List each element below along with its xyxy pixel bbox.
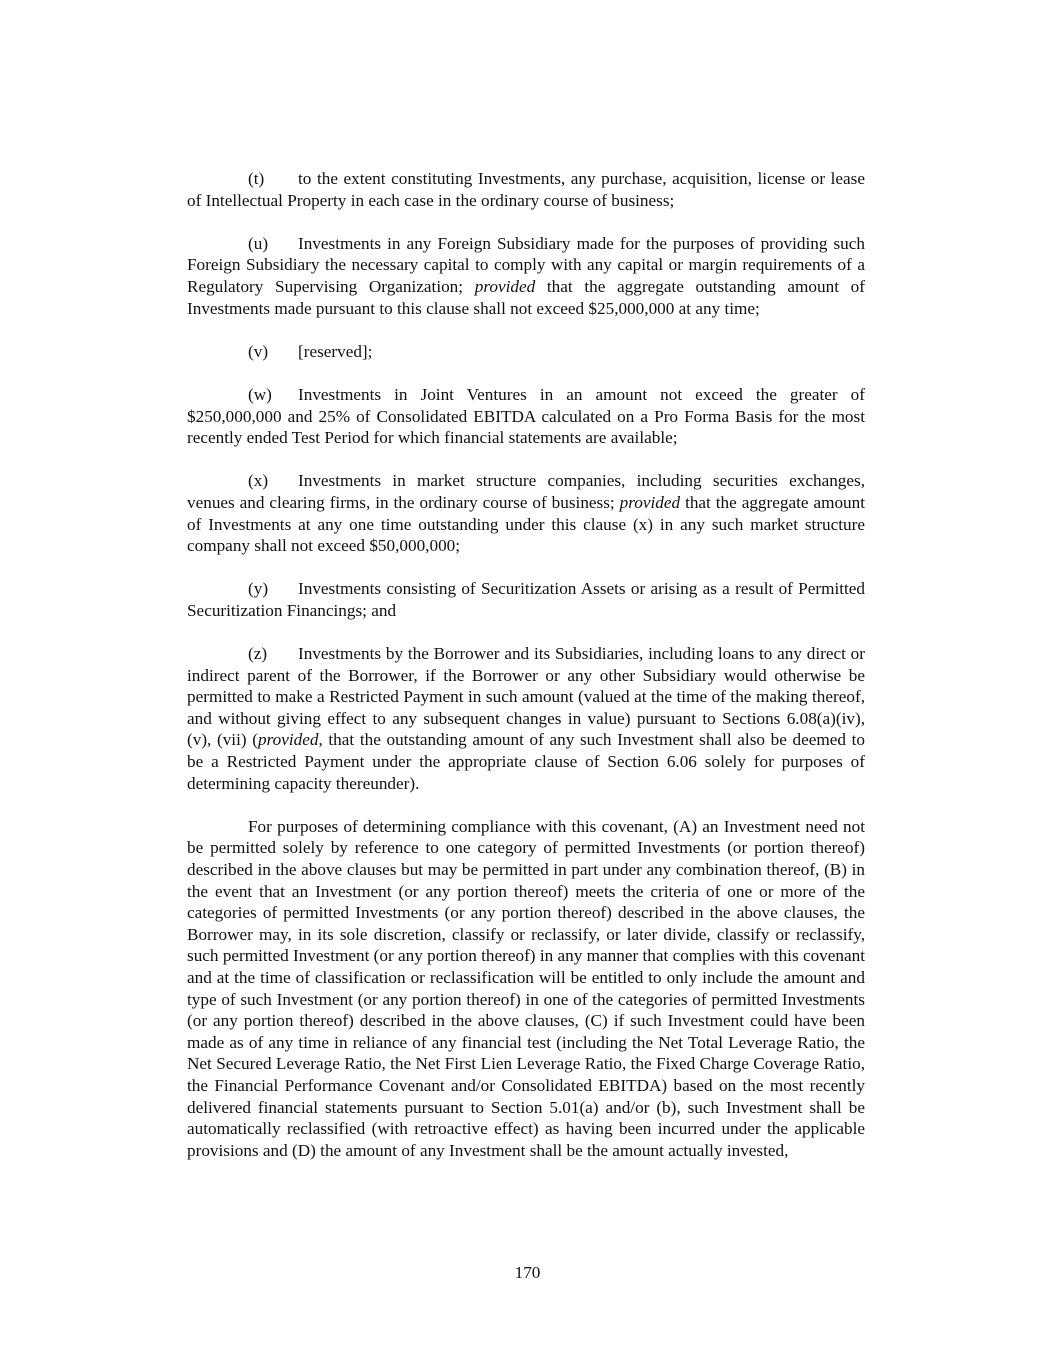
clause-italic-term: provided [474, 276, 536, 296]
clause-label: (z) [248, 644, 268, 664]
clause-text: Investments in any Foreign Subsidiary made for the purposes of providing such Foreign Subsidiary the necessary capital to comply with any capital or margin requirements of a Regulatory Supervising Organization; [187, 233, 865, 296]
document-page [187, 168, 865, 1161]
clause-y [187, 578, 865, 621]
clause-label: (v) [248, 341, 269, 361]
page-number: 170 [514, 1263, 541, 1282]
clause-text-continued: that the aggregate amount of Investments at any one time outstanding under this clause (x) in any such market structure company shall not exceed $50,000,000; [187, 492, 865, 556]
clause-t [187, 168, 865, 211]
clause-label: (u) [248, 233, 269, 253]
clause-text: [reserved]; [298, 341, 373, 361]
clause-text: Investments consisting of Securitization Assets or arising as a result of Permitted Securitization Financings; and [187, 579, 865, 620]
clause-text: Investments by the Borrower and its Subsidiaries, including loans to any direct or indirect parent of the Borrower, if the Borrower or any other Subsidiary would otherwise be permitted to make a Restricted Payment in such amount (valued at the time of the making thereof, and without giving effect to any subsequent changes in value) pursuant to Sections 6.08(a)(iv), (v), (vii) ( [187, 644, 865, 750]
closing-paragraph: For purposes of determining compliance with this covenant, (A) an Investment need not be permitted solely by reference to one category of permitted Investments (or portion thereof) described in the above clauses but may be permitted in part under any combination thereof, (B) in the event that an Investment (or any portion thereof) meets the criteria of one or more of the categories of permitted Investments (or any portion thereof) described in the above clauses, the Borrower may, in its sole discretion, classify or reclassify, or later divide, classify or reclassify, such permitted Investment (or any portion thereof) in any manner that complies with this covenant and at the time of classification or reclassification will be entitled to only include the amount and type of such Investment (or any portion thereof) in one of the categories of permitted Investments (or any portion thereof) described in the above clauses, (C) if such Investment could have been made as of any time in reliance of any financial test (including the Net Total Leverage Ratio, the Net Secured Leverage Ratio, the Net First Lien Leverage Ratio, the Fixed Charge Coverage Ratio, the Financial Performance Covenant and/or Consolidated EBITDA) based on the most recently delivered financial statements pursuant to Section 5.01(a) and/or (b), such Investment shall be automatically reclassified (with retroactive effect) as having been incurred under the applicable provisions and (D) the amount of any Investment shall be the amount actually invested, [187, 816, 865, 1160]
clause-text: to the extent constituting Investments, any purchase, acquisition, license or lease of Intellectual Property in each case in the ordinary course of business; [187, 169, 865, 210]
clause-x [187, 470, 865, 556]
clause-label: (x) [248, 471, 269, 491]
clause-z [187, 643, 865, 794]
clause-u [187, 233, 865, 319]
clause-w [187, 384, 865, 449]
clause-text: Investments in Joint Ventures in an amount not exceed the greater of $250,000,000 and 25% of Consolidated EBITDA calculated on a Pro Forma Basis for the most recently ended Test Period for which financial statements are available; [187, 384, 865, 448]
clause-label: (y) [248, 579, 269, 599]
clause-label: (t) [248, 169, 265, 188]
clause-label: (w) [248, 384, 272, 404]
clause-text-continued: that the aggregate outstanding amount of Investments made pursuant to this clause shall not exceed $25,000,000 at any time; [187, 276, 865, 318]
clause-italic-term: provided [257, 730, 319, 750]
clause-text-continued: , that the outstanding amount of any such Investment shall also be deemed to be a Restricted Payment under the appropriate clause of Section 6.06 solely for purposes of determining capacity thereunder). [187, 730, 865, 793]
clause-text: Investments in market structure companies, including securities exchanges, venues and clearing firms, in the ordinary course of business; [187, 471, 865, 512]
clause-italic-term: provided [619, 492, 681, 512]
clause-v [187, 341, 865, 363]
